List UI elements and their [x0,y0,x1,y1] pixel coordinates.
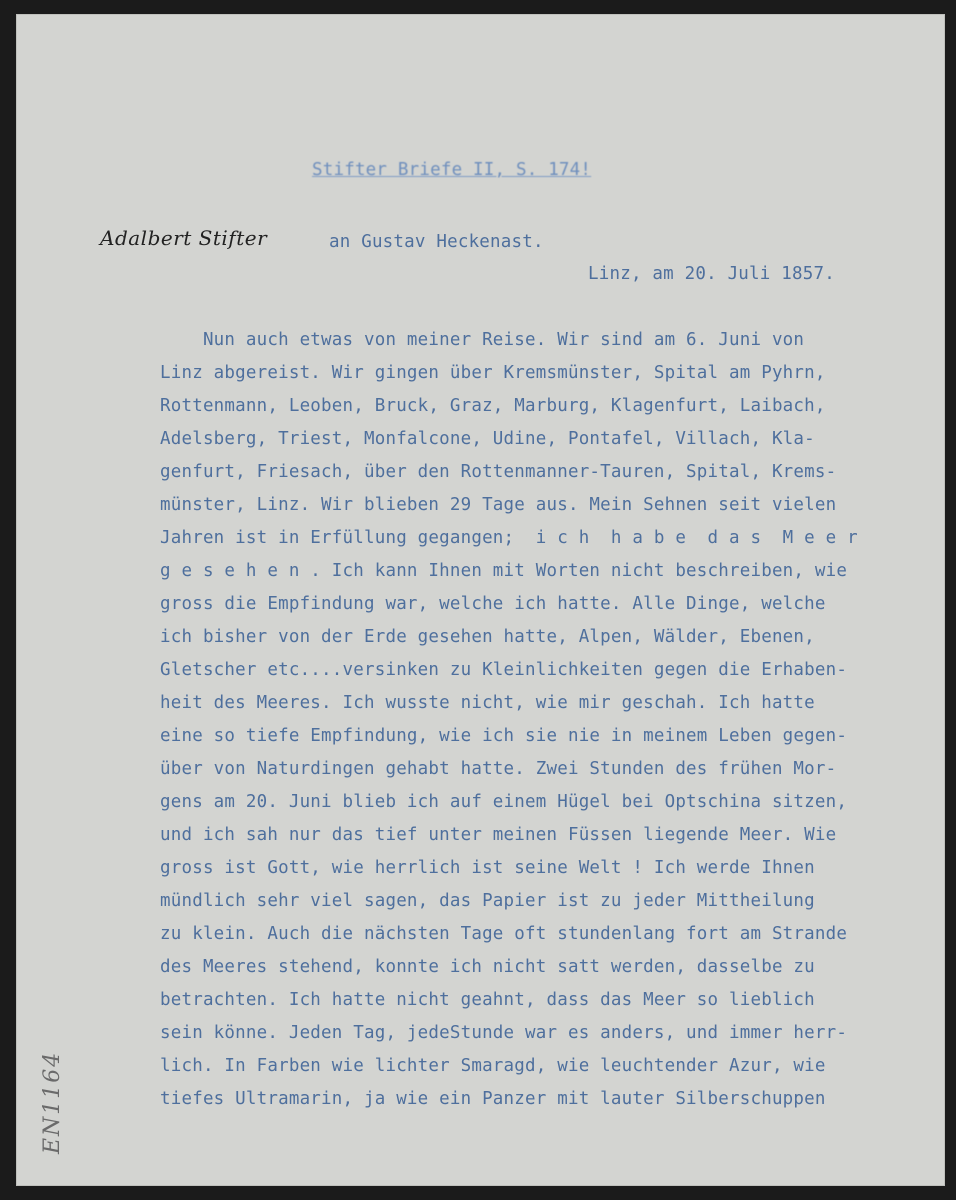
body-line: mündlich sehr viel sagen, das Papier ist zu jeder Mittheilung [160,891,815,911]
body-line: lich. In Farben wie lichter Smaragd, wie leuchtender Azur, wie [160,1056,826,1076]
body-line: und ich sah nur das tief unter meinen Füssen liegende Meer. Wie [160,825,837,845]
body-line: tiefes Ultramarin, ja wie ein Panzer mit lauter Silberschuppen [160,1089,826,1109]
body-line: heit des Meeres. Ich wusste nicht, wie mir geschah. Ich hatte [160,693,815,713]
body-line: gross die Empfindung war, welche ich hatte. Alle Dinge, welche [160,594,826,614]
body-line: gross ist Gott, wie herrlich ist seine Welt ! Ich werde Ihnen [160,858,815,878]
body-line: Linz abgereist. Wir gingen über Kremsmünster, Spital am Pyhrn, [160,363,826,383]
place-date-line: Linz, am 20. Juli 1857. [588,264,835,284]
body-line: ich bisher von der Erde gesehen hatte, Alpen, Wälder, Ebenen, [160,627,815,647]
archive-reference-heading: Stifter Briefe II, S. 174! [312,160,592,180]
body-line: über von Naturdingen gehabt hatte. Zwei Stunden des frühen Mor- [160,759,837,779]
body-line: betrachten. Ich hatte nicht geahnt, dass das Meer so lieblich [160,990,815,1010]
body-line: sein könne. Jeden Tag, jedeStunde war es anders, und immer herr- [160,1023,848,1043]
body-line: Jahren ist in Erfüllung gegangen; i c h h a b e d a s M e e r [160,528,858,548]
body-line: Nun auch etwas von meiner Reise. Wir sind am 6. Juni von [160,330,805,350]
body-line: Rottenmann, Leoben, Bruck, Graz, Marburg, Klagenfurt, Laibach, [160,396,826,416]
letter-page [16,14,945,1186]
handwritten-signature: Adalbert Stifter [100,226,268,250]
body-line: Gletscher etc....versinken zu Kleinlichkeiten gegen die Erhaben- [160,660,848,680]
body-line: zu klein. Auch die nächsten Tage oft stundenlang fort am Strande [160,924,848,944]
body-line: des Meeres stehend, konnte ich nicht satt werden, dasselbe zu [160,957,815,977]
margin-pencil-note: EN1164 [40,1050,65,1154]
body-line: genfurt, Friesach, über den Rottenmanner-Tauren, Spital, Krems- [160,462,837,482]
body-line: eine so tiefe Empfindung, wie ich sie nie in meinem Leben gegen- [160,726,848,746]
body-line: gens am 20. Juni blieb ich auf einem Hügel bei Optschina sitzen, [160,792,848,812]
addressee-line: an Gustav Heckenast. [329,232,544,252]
body-line: Adelsberg, Triest, Monfalcone, Udine, Pontafel, Villach, Kla- [160,429,815,449]
body-line: münster, Linz. Wir blieben 29 Tage aus. Mein Sehnen seit vielen [160,495,837,515]
body-line: g e s e h e n . Ich kann Ihnen mit Worten nicht beschreiben, wie [160,561,848,581]
